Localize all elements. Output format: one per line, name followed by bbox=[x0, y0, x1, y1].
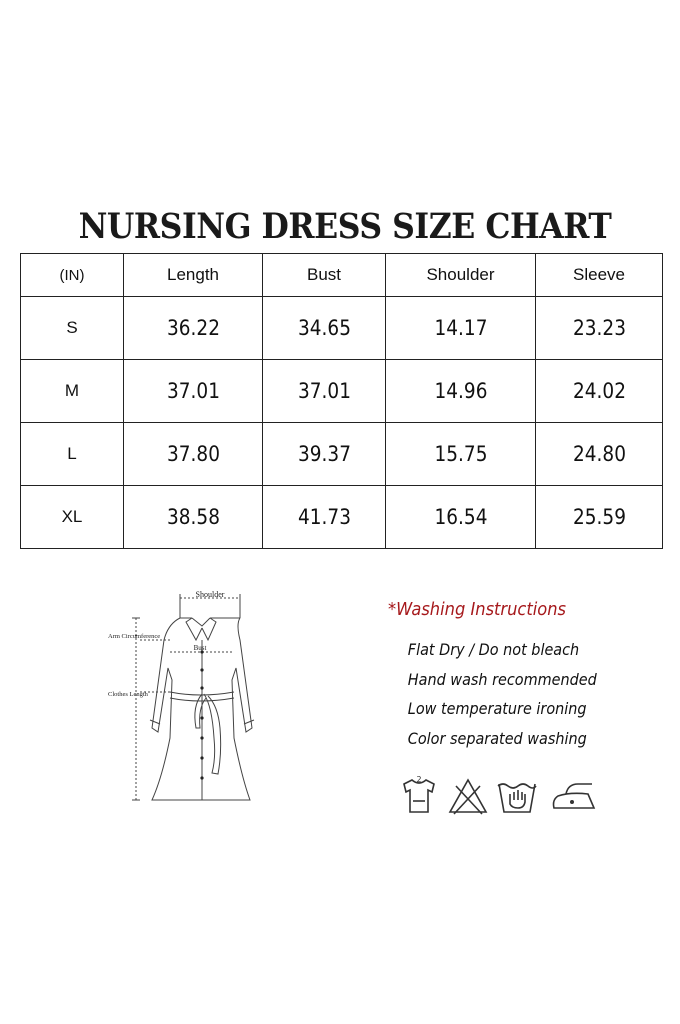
table-row bbox=[21, 486, 663, 549]
washing-title: *Washing Instructions bbox=[388, 600, 567, 620]
shoulder-label: Shoulder bbox=[195, 590, 225, 599]
length-cell: 37.80 bbox=[132, 423, 254, 486]
size-chart-table bbox=[20, 253, 663, 549]
header-shoulder: Shoulder bbox=[386, 254, 536, 297]
hand-wash-icon bbox=[494, 772, 540, 818]
table-row bbox=[21, 297, 663, 360]
clothes-length-label: Clothes Length bbox=[108, 691, 148, 698]
bust-cell: 39.37 bbox=[270, 423, 378, 486]
washing-line: Low temperature ironing bbox=[407, 699, 587, 718]
page-title: NURSING DRESS SIZE CHART bbox=[78, 206, 612, 247]
table-row bbox=[21, 423, 663, 486]
washing-line: Flat Dry / Do not bleach bbox=[407, 640, 580, 659]
washing-instructions bbox=[388, 600, 668, 758]
size-cell: XL bbox=[21, 486, 124, 549]
table-header-row bbox=[21, 254, 663, 297]
arm-circumference-label: Arm Circumference bbox=[108, 633, 161, 640]
sleeve-cell: 24.80 bbox=[543, 423, 655, 486]
washing-line: Color separated washing bbox=[407, 728, 587, 748]
bust-cell: 37.01 bbox=[270, 360, 378, 423]
flat-dry-icon bbox=[398, 772, 440, 818]
size-cell: S bbox=[21, 297, 124, 360]
low-iron-icon bbox=[548, 772, 600, 818]
bust-cell: 41.73 bbox=[270, 486, 378, 549]
shoulder-cell: 14.17 bbox=[395, 297, 527, 360]
length-cell: 37.01 bbox=[132, 360, 254, 423]
header-sleeve: Sleeve bbox=[536, 254, 663, 297]
header-length: Length bbox=[124, 254, 263, 297]
dress-diagram bbox=[100, 588, 290, 818]
sleeve-cell: 24.02 bbox=[543, 360, 655, 423]
length-cell: 38.58 bbox=[132, 486, 254, 549]
size-cell: M bbox=[21, 360, 124, 423]
size-cell: L bbox=[21, 423, 124, 486]
do-not-bleach-icon bbox=[446, 772, 490, 818]
washing-line: Hand wash recommended bbox=[407, 669, 597, 689]
svg-text:2: 2 bbox=[416, 775, 422, 784]
bust-label: Bust bbox=[193, 644, 207, 652]
shoulder-cell: 16.54 bbox=[395, 486, 527, 549]
shoulder-cell: 15.75 bbox=[395, 423, 527, 486]
sleeve-cell: 23.23 bbox=[543, 297, 655, 360]
header-unit: (IN) bbox=[21, 254, 124, 297]
header-bust: Bust bbox=[263, 254, 386, 297]
shoulder-cell: 14.96 bbox=[395, 360, 527, 423]
bust-cell: 34.65 bbox=[270, 297, 378, 360]
care-icons bbox=[398, 772, 608, 822]
length-cell: 36.22 bbox=[132, 297, 254, 360]
sleeve-cell: 25.59 bbox=[543, 486, 655, 549]
table-row bbox=[21, 360, 663, 423]
